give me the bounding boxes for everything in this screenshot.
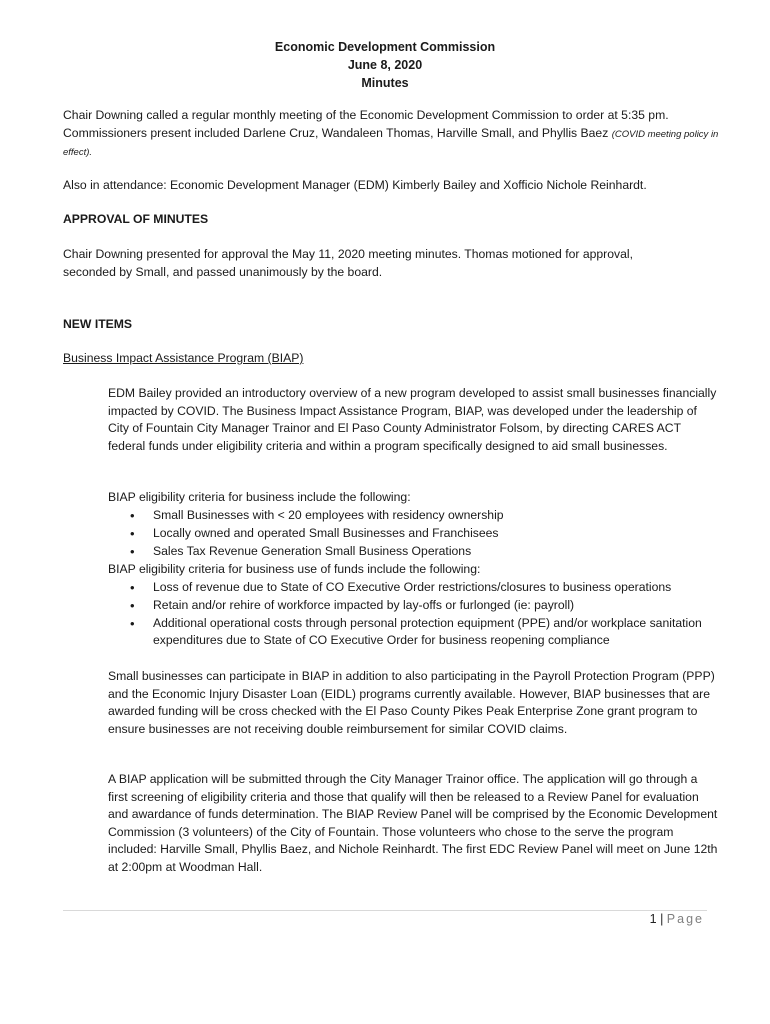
page-number [650, 912, 704, 926]
intro-paragraph [63, 107, 743, 162]
page-label: Page [666, 912, 704, 926]
list-item: • Retain and/or rehire of workforce impacted by lay-offs or furlonged (ie: payroll) [130, 597, 720, 615]
eligibility-list [130, 507, 720, 560]
covid-policy-note: (COVID meeting policy in effect) [63, 128, 719, 158]
biap-overview-paragraph: EDM Bailey provided an introductory overview of a new program developed to assist small businesses financially impacted by COVID. The Business Impact Assistance Program, BIAP, was developed under the leadership of City of Fountain City Manager Trainor and El Paso County Administrator Folsom, by directing CARES ACT federal funds under eligibility criteria and within a program specifically designed to aid small businesses. [108, 386, 717, 453]
application-paragraph: A BIAP application will be submitted through the City Manager Trainor office. The application will go through a first screening of eligibility criteria and those that qualify will then be released to a Review Panel for evaluation and awardance of funds determination. The BIAP Review Panel will be comprised by the Economic Development Commission (3 volunteers) of the City of Fountain. Those volunteers who chose to the serve the program included: Harville Small, Phyllis Baez, and Nichole Reinhardt. The first EDC Review Panel will meet on June 12th at 2:00pm at Woodman Hall. [108, 772, 718, 874]
document-title: Economic Development Commission [274, 40, 496, 54]
approval-paragraph: Chair Downing presented for approval the May 11, 2020 meeting minutes. Thomas motioned for approval, seconded by Small, and passed unanimously by the board. [63, 247, 633, 279]
funds-use-list [130, 579, 720, 650]
attendance-paragraph: Also in attendance: Economic Development Manager (EDM) Kimberly Bailey and Xofficio Nichole Reinhardt. [63, 178, 647, 192]
meeting-date: June 8, 2020 [347, 58, 423, 72]
document-type: Minutes [361, 76, 409, 90]
new-items-heading: NEW ITEMS [63, 317, 133, 331]
intro-line-1: Chair Downing called a regular monthly meeting of the Economic Development Commission to order at 5:35 pm. [63, 108, 669, 122]
list-item: • Loss of revenue due to State of CO Executive Order restrictions/closures to business operations [130, 579, 720, 597]
funds-intro: BIAP eligibility criteria for business use of funds include the following: [108, 562, 481, 576]
participation-paragraph: Small businesses can participate in BIAP in addition to also participating in the Payroll Protection Program (PPP) and the Economic Injury Disaster Loan (EIDL) programs currently available. However, BIAP businesses that are awarded funding will be cross checked with the El Paso County Pikes Peak Enterprise Zone grant program to ensure businesses are not receiving double reimbursement for similar COVID claims. [108, 669, 715, 736]
eligibility-intro: BIAP eligibility criteria for business include the following: [108, 490, 411, 504]
page-number-separator: | [656, 912, 667, 926]
intro-line-2: Commissioners present included Darlene Cruz, Wandaleen Thomas, Harville Small, and Phyllis Baez [63, 125, 612, 140]
footer-divider [63, 910, 707, 911]
list-item: • Locally owned and operated Small Businesses and Franchisees [130, 525, 720, 543]
biap-subheading: Business Impact Assistance Program (BIAP) [63, 351, 304, 365]
approval-heading: APPROVAL OF MINUTES [63, 212, 209, 226]
list-item: • Sales Tax Revenue Generation Small Business Operations [130, 543, 720, 561]
list-item: • Small Businesses with < 20 employees with residency ownership [130, 507, 720, 525]
page-number-value: 1 [649, 912, 657, 926]
covid-policy-note-end: . [89, 147, 93, 158]
list-item: • Additional operational costs through personal protection equipment (PPE) and/or workplace sanitation expenditures due to State of CO Executive Order for business reopening compliance [130, 615, 720, 651]
